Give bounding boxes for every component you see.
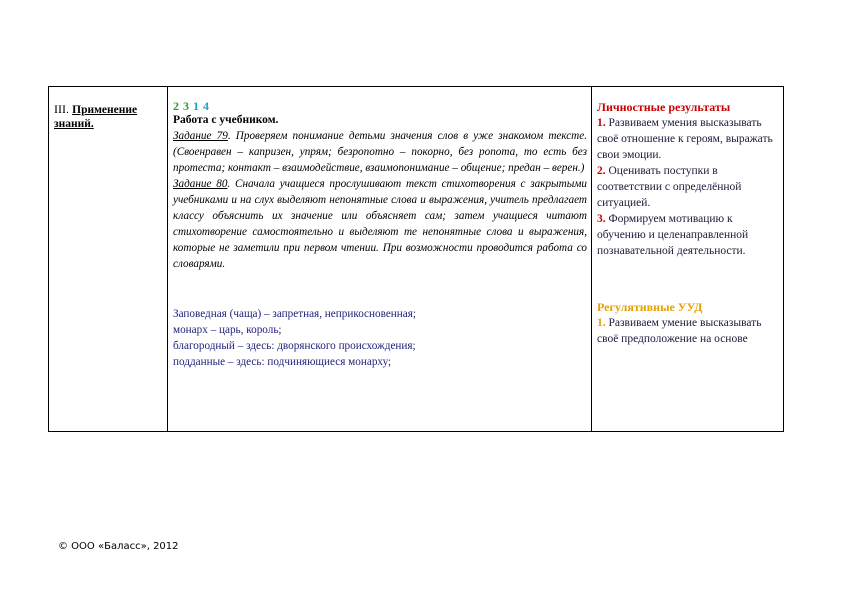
step-number: 2: [173, 99, 180, 113]
personal-result-item: [597, 115, 779, 163]
item-text: Развиваем умения высказывать своё отношение к героям, выражать свои эмоции.: [597, 117, 773, 161]
personal-result-item: [597, 163, 779, 211]
vocab-item: благородный – здесь: дворянского происхождения;: [173, 340, 416, 352]
stage-cell: III. Применение знаний.: [49, 87, 168, 432]
vocab-item: Заповедная (чаща) – запретная, неприкосновенная;: [173, 308, 416, 320]
step-number: 1: [193, 99, 200, 113]
lesson-table: [48, 86, 784, 432]
content-cell: [168, 87, 592, 432]
task-80-label: Задание 80: [173, 178, 228, 190]
stage-name: Применение знаний.: [54, 104, 138, 130]
regulative-title: Регулятивные УУД: [597, 300, 703, 314]
results-cell: [592, 87, 784, 432]
personal-results-title: Личностные результаты: [597, 100, 731, 114]
stage-number: III: [54, 102, 66, 116]
item-text: Формируем мотивацию к обучению и целенаправленной познавательной деятельности.: [597, 213, 749, 257]
step-numbers: [173, 99, 587, 113]
item-number: 1.: [597, 117, 606, 129]
item-number: 1.: [597, 317, 606, 329]
vocab-item: подданные – здесь: подчиняющиеся монарху;: [173, 356, 392, 368]
item-text: Развиваем умение высказывать своё предположение на основе: [597, 317, 762, 345]
item-number: 3.: [597, 213, 606, 225]
item-number: 2.: [597, 165, 606, 177]
task-79: [173, 128, 587, 176]
table-row: [49, 87, 784, 432]
task-79-label: Задание 79: [173, 130, 228, 142]
regulative-item: [597, 315, 779, 347]
work-title: Работа с учебником.: [173, 114, 279, 126]
task-80-text: . Сначала учащиеся прослушивают текст стихотворения с закрытыми учебниками и на слух выделяют непонятные слова и выражения, учитель предлагает классу объяснить их значение или объясняет сам; затем учащиеся читают стихотворение самостоятельно и выделяют те непонятные слова и выражения, которые не заметили при первом чтении. При возможности проводится работа со словарями.: [173, 178, 587, 270]
vocabulary-list: [173, 306, 587, 370]
vocab-item: монарх – царь, король;: [173, 324, 282, 336]
step-number: 4: [203, 99, 210, 113]
task-80: [173, 176, 587, 272]
item-text: Оценивать поступки в соответствии с определённой ситуацией.: [597, 165, 742, 209]
personal-result-item: [597, 211, 779, 259]
copyright-footer: © ООО «Баласс», 2012: [58, 541, 179, 552]
step-number: 3: [183, 99, 190, 113]
task-79-text: . Проверяем понимание детьми значения слов в уже знакомом тексте. (Своенравен – капризен, упрям; безропотно – покорно, без ропота, то есть без протеста; контакт – взаимодействие, взаимопонимание – общение; предан – верен.): [173, 130, 588, 174]
